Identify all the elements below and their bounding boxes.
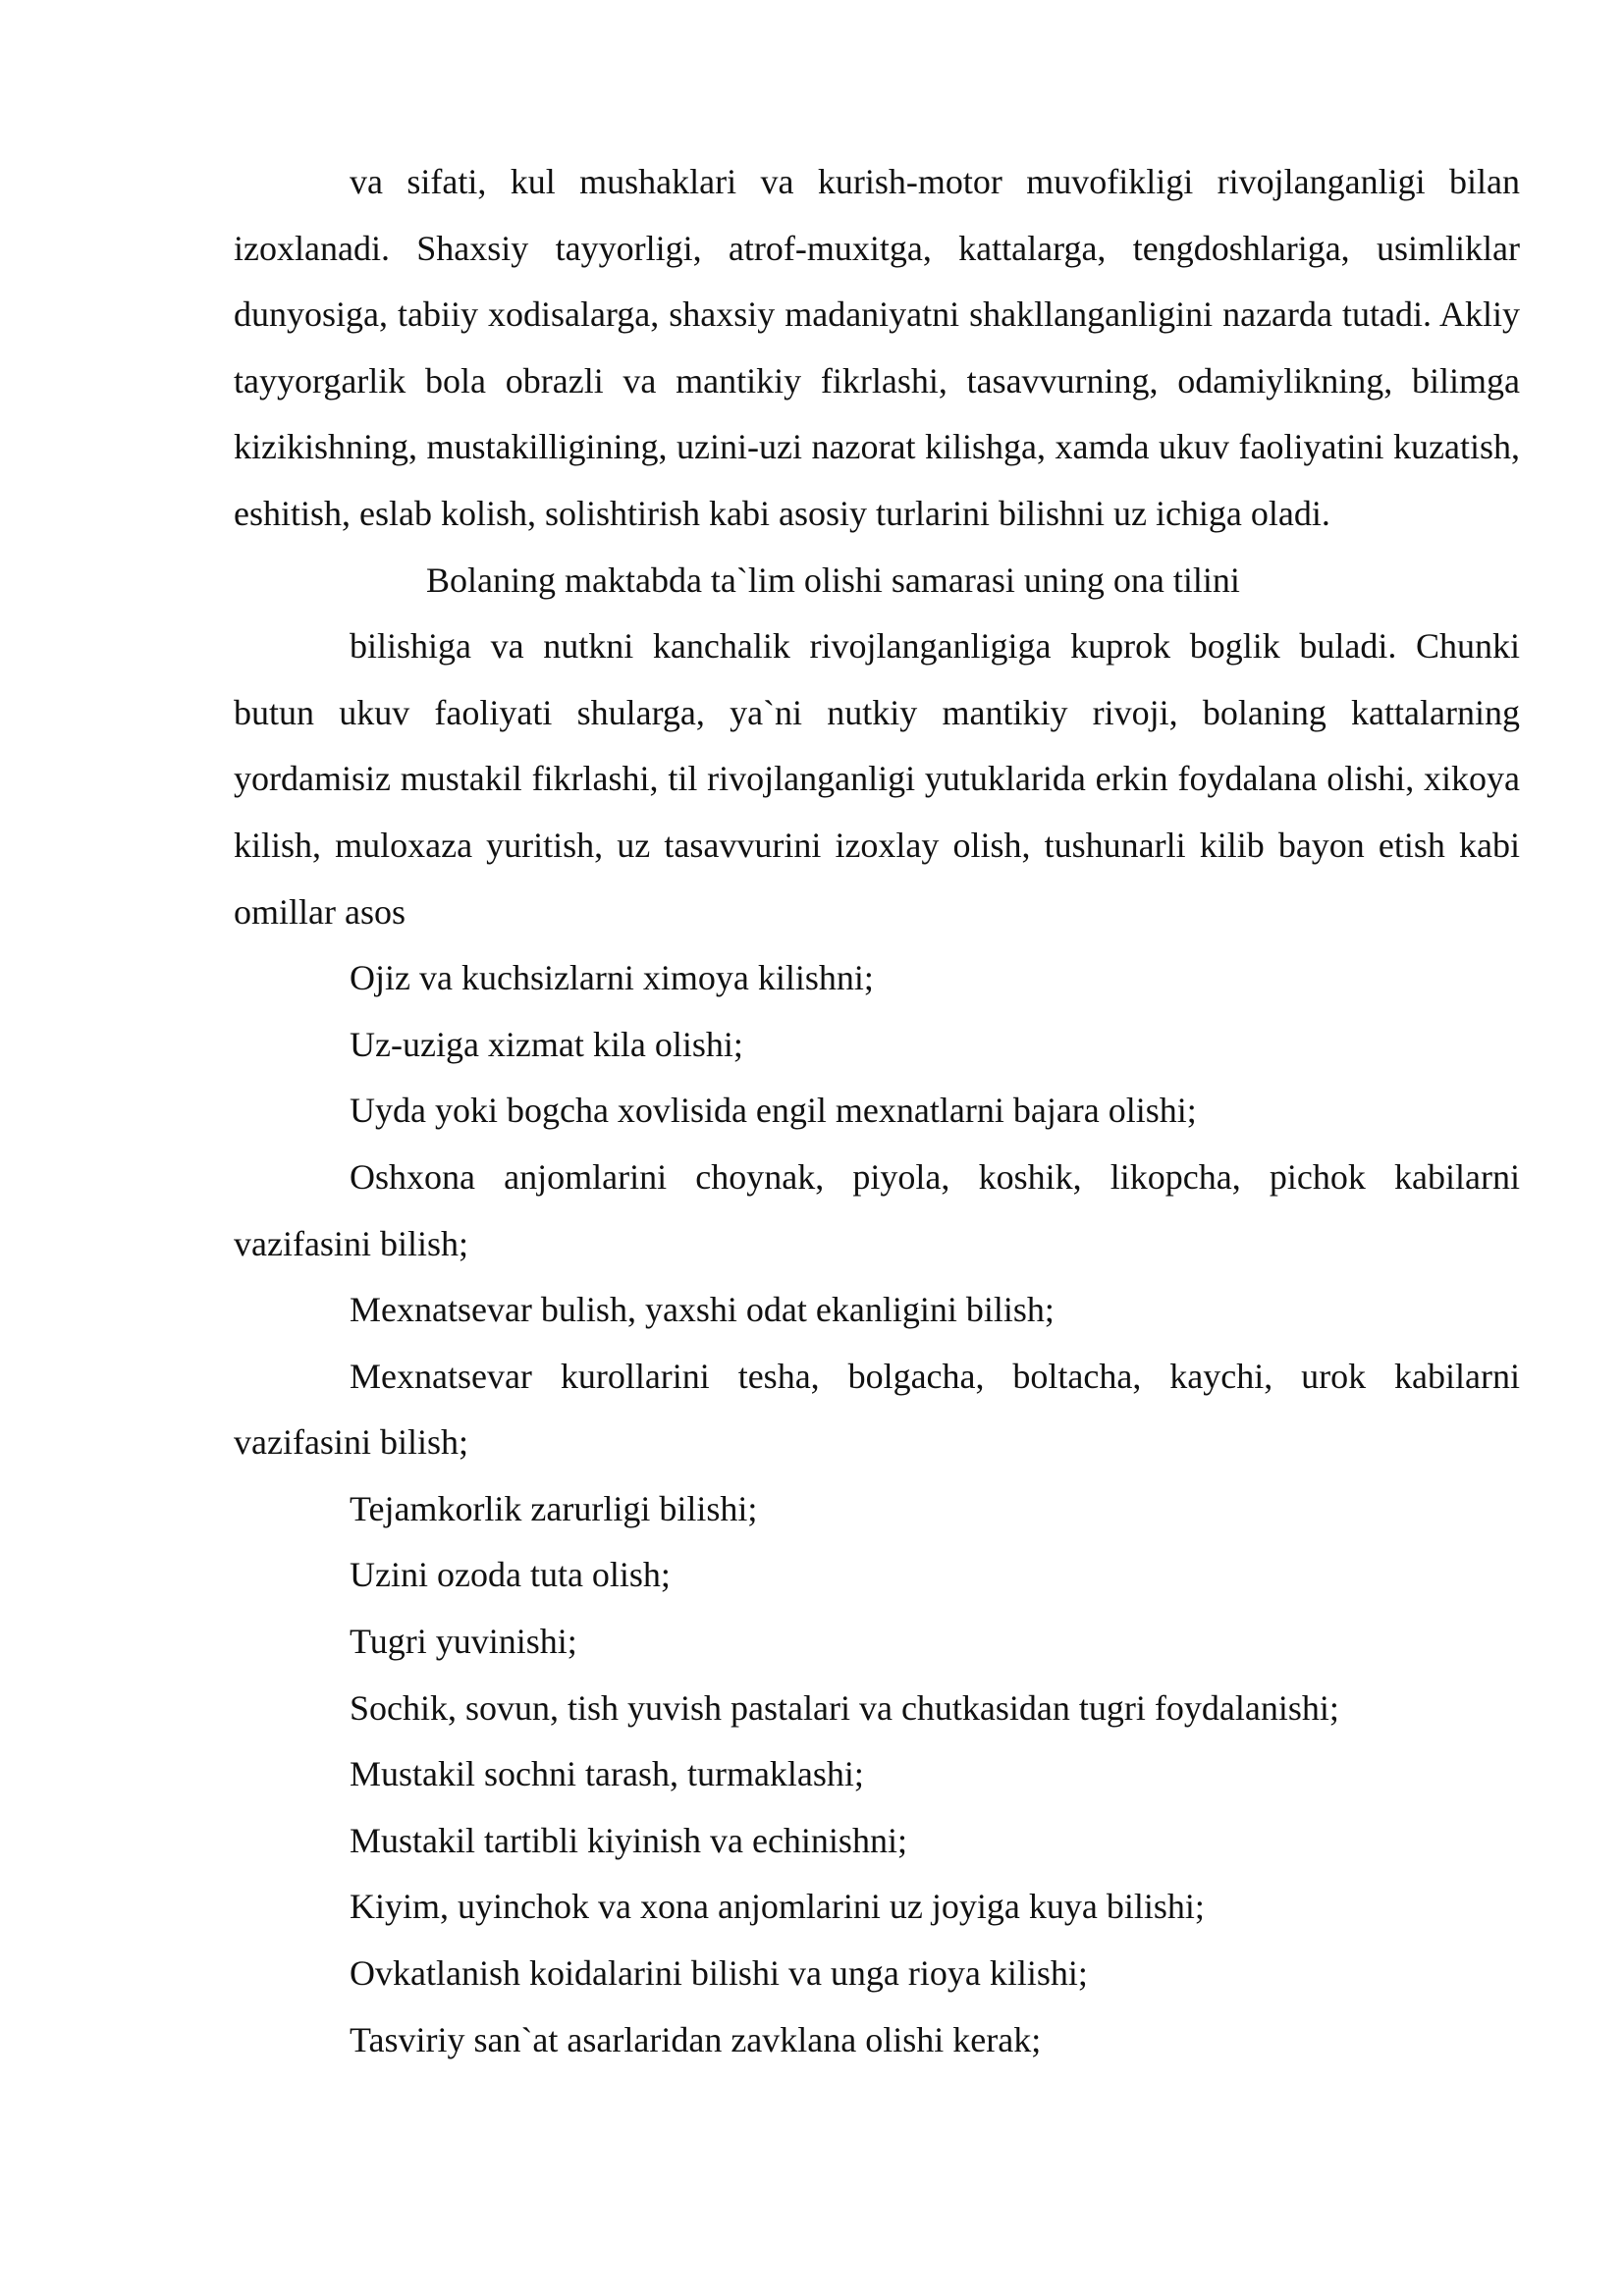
list-item: Ojiz va kuchsizlarni ximoya kilishni; xyxy=(350,958,874,998)
list-item: Oshxona anjomlarini choynak, piyola, koshik, likopcha, pichok kabilarni vazifasini bilish; xyxy=(234,1156,1520,1263)
list-item: Kiyim, uyinchok va xona anjomlarini uz joyiga kuya bilishi; xyxy=(350,1887,1205,1927)
list-item: Mustakil sochni tarash, turmaklashi; xyxy=(350,1754,864,1794)
section-heading-line: Bolaning maktabda ta`lim olishi samarasi uning ona tilini xyxy=(426,560,1240,600)
document-body xyxy=(234,149,1520,2073)
list-item: Ovkatlanish koidalarini bilishi va unga rioya kilishi; xyxy=(350,1953,1088,1994)
paragraph-readiness: va sifati, kul mushaklari va kurish-motor muvofikligi rivojlanganligi bilan izoxlanadi. Shaxsiy tayyorligi, atrof-muxitga, kattalarga, tengdoshlariga, usimliklar dunyosiga, tabiiy xodisalarga, shaxsiy madaniyatni shakllanganligini nazarda tutadi. Akliy tayyorgarlik bola obrazli va mantikiy fikrlashi, tasavvurning, odamiylikning, bilimga kizikishning, mustakilligining, uzini-uzi nazorat kilishga, xamda ukuv faoliyatini kuzatish, eshitish, eslab kolish, solishtirish kabi asosiy turlarini bilishni uz ichiga oladi. xyxy=(234,162,1520,533)
list-item: Mustakil tartibli kiyinish va echinishni; xyxy=(350,1820,907,1860)
list-item: Uz-uziga xizmat kila olishi; xyxy=(350,1024,743,1064)
paragraph-speech: bilishiga va nutkni kanchalik rivojlanganligiga kuprok boglik buladi. Chunki butun ukuv faoliyati shularga, ya`ni nutkiy mantikiy rivoji, bolaning kattalarning yordamisiz mustakil fikrlashi, til rivojlanganligi yutuklarida erkin foydalana olishi, xikoya kilish, muloxaza yuritish, uz tasavvurini izoxlay olish, tushunarli kilib bayon etish kabi omillar asos xyxy=(234,626,1520,932)
list-item: Tejamkorlik zarurligi bilishi; xyxy=(350,1488,758,1528)
list-item: Sochik, sovun, tish yuvish pastalari va chutkasidan tugri foydalanishi; xyxy=(350,1687,1339,1728)
list-item: Uyda yoki bogcha xovlisida engil mexnatlarni bajara olishi; xyxy=(350,1091,1197,1131)
list-item: Uzini ozoda tuta olish; xyxy=(350,1555,671,1595)
list-item: Tugri yuvinishi; xyxy=(350,1622,577,1662)
list-item: Mexnatsevar bulish, yaxshi odat ekanligini bilish; xyxy=(350,1290,1055,1330)
list-item: Tasviriy san`at asarlaridan zavklana olishi kerak; xyxy=(350,2019,1042,2059)
list-item: Mexnatsevar kurollarini tesha, bolgacha, boltacha, kaychi, urok kabilarni vazifasini bilish; xyxy=(234,1356,1520,1463)
